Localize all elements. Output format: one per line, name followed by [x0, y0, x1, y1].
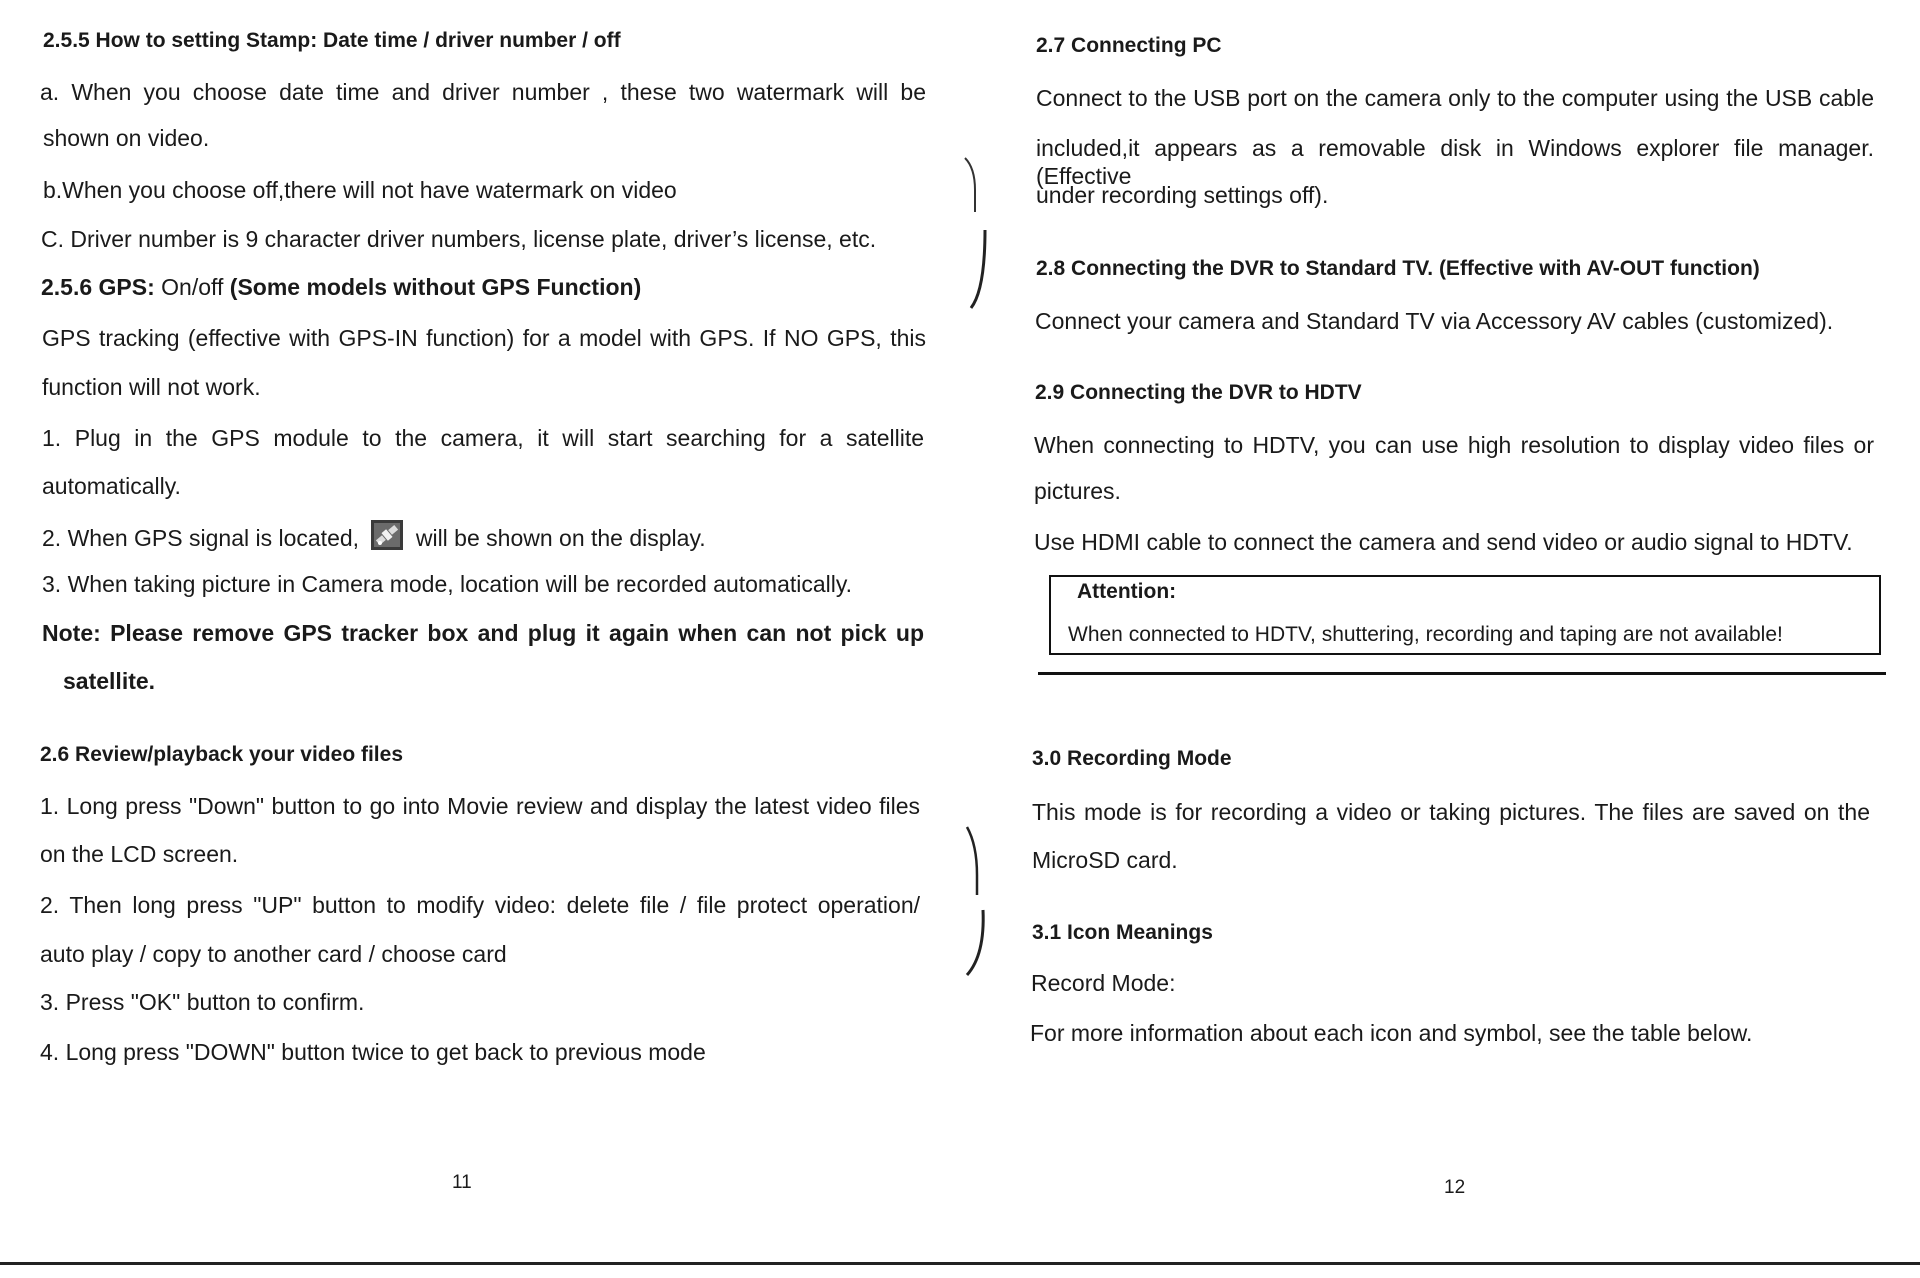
- section-heading-2-8: 2.8 Connecting the DVR to Standard TV. (Effective with AV-OUT function): [1036, 257, 1760, 280]
- attention-text: When connected to HDTV, shuttering, recording and taping are not available!: [1068, 623, 1783, 646]
- section-heading-2-6: 2.6 Review/playback your video files: [40, 743, 403, 766]
- attention-title: Attention:: [1077, 580, 1177, 603]
- section-heading-2-7: 2.7 Connecting PC: [1036, 34, 1222, 57]
- heading-part: (Some models without GPS Function): [229, 274, 642, 300]
- paragraph-line: Connect your camera and Standard TV via Accessory AV cables (customized).: [1035, 308, 1834, 334]
- paragraph-line: under recording settings off).: [1036, 182, 1329, 208]
- note-line: satellite.: [63, 668, 156, 694]
- attention-box: [1049, 575, 1881, 655]
- paragraph-line: a. When you choose date time and driver number , these two watermark will be: [40, 79, 926, 105]
- list-item: [42, 520, 706, 552]
- paragraph-line: This mode is for recording a video or taking pictures. The files are saved on the: [1032, 799, 1870, 825]
- paragraph-line: When connecting to HDTV, you can use high resolution to display video files or: [1034, 432, 1874, 458]
- section-heading-3-1: 3.1 Icon Meanings: [1032, 921, 1213, 944]
- list-item: 4. Long press "DOWN" button twice to get back to previous mode: [40, 1039, 706, 1065]
- list-item: 3. When taking picture in Camera mode, location will be recorded automatically.: [42, 571, 853, 597]
- page-bottom-edge: [0, 1262, 1920, 1265]
- page-number: 11: [452, 1172, 472, 1193]
- paragraph-line: For more information about each icon and symbol, see the table below.: [1030, 1020, 1753, 1046]
- paragraph-line: shown on video.: [43, 125, 210, 151]
- paragraph-line: automatically.: [42, 473, 181, 499]
- paragraph-line: function will not work.: [42, 374, 261, 400]
- paragraph-line: MicroSD card.: [1032, 847, 1178, 873]
- section-heading-2-9: 2.9 Connecting the DVR to HDTV: [1035, 381, 1362, 404]
- heading-part: On/off: [154, 274, 230, 300]
- page-number: 12: [1444, 1177, 1466, 1198]
- list-item: 3. Press "OK" button to confirm.: [40, 989, 365, 1015]
- paragraph-line: on the LCD screen.: [40, 841, 239, 867]
- paragraph-line: pictures.: [1034, 478, 1121, 504]
- section-heading-2-5-5: 2.5.5 How to setting Stamp: Date time / driver number / off: [43, 29, 621, 52]
- paragraph-line: Connect to the USB port on the camera only to the computer using the USB cable: [1036, 85, 1874, 111]
- section-heading-3-0: 3.0 Recording Mode: [1032, 747, 1232, 770]
- note-line: Note: Please remove GPS tracker box and plug it again when can not pick up: [42, 620, 924, 646]
- paragraph-line: Use HDMI cable to connect the camera and send video or audio signal to HDTV.: [1034, 529, 1853, 555]
- list-item: 1. Long press "Down" button to go into Movie review and display the latest video files: [40, 793, 920, 819]
- heading-part: 2.5.6 GPS:: [41, 274, 155, 300]
- record-mode-label: Record Mode:: [1031, 970, 1176, 996]
- list-item: 2. Then long press "UP" button to modify video: delete file / file protect operation/: [40, 892, 920, 918]
- paragraph-line: auto play / copy to another card / choose card: [40, 941, 507, 967]
- paragraph-line: GPS tracking (effective with GPS-IN function) for a model with GPS. If NO GPS, this: [42, 325, 926, 351]
- list-item-text: will be shown on the display.: [415, 525, 706, 551]
- paragraph-line: included,it appears as a removable disk in Windows explorer file manager. (Effective: [1036, 135, 1874, 189]
- gps-satellite-icon: [371, 520, 403, 550]
- section-heading-2-5-6: [41, 273, 641, 301]
- divider: [1038, 672, 1886, 675]
- list-item-text: 2. When GPS signal is located,: [42, 525, 360, 551]
- paragraph-line: b.When you choose off,there will not have watermark on video: [43, 177, 677, 203]
- list-item: 1. Plug in the GPS module to the camera, it will start searching for a satellite: [42, 425, 924, 451]
- paragraph-line: C. Driver number is 9 character driver numbers, license plate, driver’s license, etc.: [41, 226, 877, 252]
